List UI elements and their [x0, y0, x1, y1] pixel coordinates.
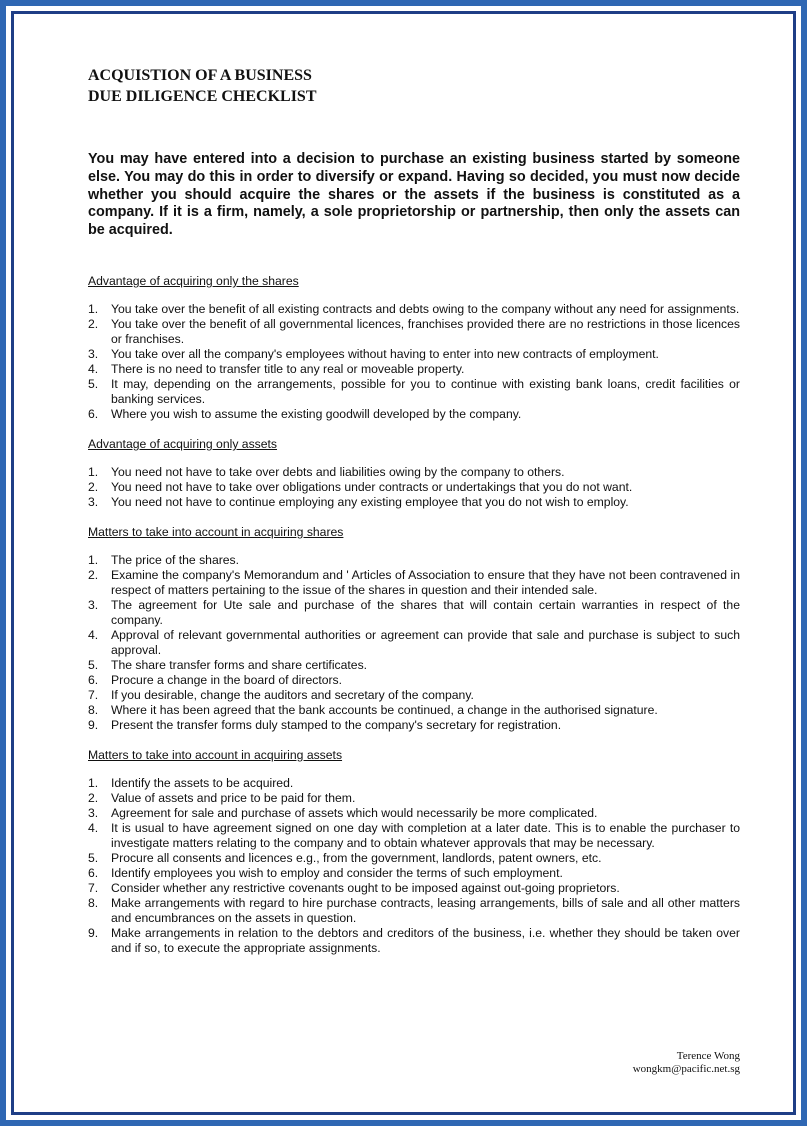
- list-item-number: 2.: [88, 567, 99, 582]
- list-item: [88, 465, 740, 480]
- list-item-number: 4.: [88, 820, 99, 835]
- list-item: [88, 658, 740, 673]
- list-item-text: Identify the assets to be acquired.: [111, 775, 294, 790]
- frame-gap: [6, 6, 801, 1120]
- list-item: [88, 703, 740, 718]
- list-item: [88, 568, 740, 598]
- list-item-text: Approval of relevant governmental authorities or agreement can provide that sale and purchase is subject to such approval.: [111, 627, 740, 657]
- document-title: [88, 65, 740, 107]
- list-item: [88, 407, 740, 422]
- list-item-number: 6.: [88, 672, 99, 687]
- list-item-number: 1.: [88, 552, 99, 567]
- list-item: [88, 926, 740, 956]
- list-item-number: 4.: [88, 627, 99, 642]
- page-content: [88, 65, 740, 1075]
- section-heading-shares-matters: Matters to take into account in acquiring shares: [88, 524, 344, 539]
- list-item-number: 9.: [88, 925, 99, 940]
- list-item-text: If you desirable, change the auditors and secretary of the company.: [111, 687, 474, 702]
- list-item: [88, 718, 740, 733]
- list-item-number: 8.: [88, 702, 99, 717]
- list-item-number: 5.: [88, 657, 99, 672]
- list-item-text: The price of the shares.: [111, 552, 240, 567]
- list-item-text: Procure a change in the board of directors.: [111, 672, 343, 687]
- list-item-number: 2.: [88, 316, 99, 331]
- list-assets-matters: [88, 776, 740, 956]
- list-item-text: You need not have to take over obligations under contracts or undertakings that you do not want.: [111, 479, 633, 494]
- list-item-number: 5.: [88, 850, 99, 865]
- list-item-text: You take over the benefit of all governmental licences, franchises provided there are no restrictions in those licences or franchises.: [111, 316, 740, 346]
- list-item: [88, 791, 740, 806]
- list-item-number: 3.: [88, 805, 99, 820]
- list-item-number: 1.: [88, 464, 99, 479]
- list-item: [88, 688, 740, 703]
- list-shares-matters: [88, 553, 740, 733]
- list-item: [88, 495, 740, 510]
- list-shares-advantage: [88, 302, 740, 422]
- list-item-number: 9.: [88, 717, 99, 732]
- list-item-number: 3.: [88, 597, 99, 612]
- list-item-number: 1.: [88, 301, 99, 316]
- list-item: [88, 806, 740, 821]
- list-item: [88, 302, 740, 317]
- list-assets-advantage: [88, 465, 740, 510]
- section-heading-assets-matters: Matters to take into account in acquiring assets: [88, 747, 343, 762]
- list-item-number: 6.: [88, 865, 99, 880]
- list-item: [88, 628, 740, 658]
- list-item-text: Examine the company's Memorandum and ' Articles of Association to ensure that they have not been contravened in respect of matters pertaining to the issue of the shares in question and their intended sale.: [111, 567, 740, 597]
- list-item: [88, 553, 740, 568]
- section-heading-shares-advantage: Advantage of acquiring only the shares: [88, 273, 299, 288]
- list-item-text: Make arrangements in relation to the debtors and creditors of the business, i.e. whether they should be taken over and if so, to execute the appropriate assignments.: [111, 925, 740, 955]
- list-item-text: You take over all the company's employees without having to enter into new contracts of employment.: [111, 346, 659, 361]
- list-item-text: Where you wish to assume the existing goodwill developed by the company.: [111, 406, 522, 421]
- list-item-number: 3.: [88, 346, 99, 361]
- list-item: [88, 821, 740, 851]
- list-item-text: Make arrangements with regard to hire purchase contracts, leasing arrangements, bills of sale and all other matters and encumbrances on the assets in question.: [111, 895, 740, 925]
- list-item-number: 2.: [88, 479, 99, 494]
- list-item-number: 8.: [88, 895, 99, 910]
- list-item-number: 5.: [88, 376, 99, 391]
- list-item-text: Value of assets and price to be paid for them.: [111, 790, 356, 805]
- list-item: [88, 673, 740, 688]
- list-item: [88, 851, 740, 866]
- author-email: wongkm@pacific.net.sg: [632, 1063, 740, 1075]
- list-item-text: Consider whether any restrictive covenants ought to be imposed against out-going proprietors.: [111, 880, 620, 895]
- signature-block: [633, 1050, 740, 1076]
- list-item-number: 2.: [88, 790, 99, 805]
- list-item-text: The agreement for Ute sale and purchase of the shares that will contain certain warranties in respect of the company.: [111, 597, 740, 627]
- list-item-number: 1.: [88, 775, 99, 790]
- list-item-text: Procure all consents and licences e.g., from the government, landlords, patent owners, etc.: [111, 850, 602, 865]
- list-item-text: Identify employees you wish to employ and consider the terms of such employment.: [111, 865, 563, 880]
- list-item-text: Where it has been agreed that the bank accounts be continued, a change in the authorised signature.: [111, 702, 658, 717]
- list-item: [88, 362, 740, 377]
- list-item-number: 4.: [88, 361, 99, 376]
- intro-paragraph: You may have entered into a decision to purchase an existing business started by someone else. You may do this in order to diversify or expand. Having so decided, you must now decide whether you should acquire the shares or the assets if the business is constituted as a company. If it is a firm, namely, a sole proprietorship or partnership, then only the assets can be acquired.: [88, 151, 740, 239]
- list-item-text: It may, depending on the arrangements, possible for you to continue with existing bank loans, credit facilities or banking services.: [111, 376, 740, 406]
- list-item-number: 6.: [88, 406, 99, 421]
- list-item: [88, 377, 740, 407]
- list-item-text: It is usual to have agreement signed on one day with completion at a later date. This is to enable the purchaser to investigate matters relating to the company and to obtain whatever approvals that may be necessary.: [111, 820, 740, 850]
- list-item: [88, 598, 740, 628]
- document-page: [11, 11, 796, 1115]
- list-item-text: You need not have to take over debts and liabilities owing by the company to others.: [111, 464, 565, 479]
- list-item: [88, 881, 740, 896]
- list-item-text: The share transfer forms and share certificates.: [111, 657, 368, 672]
- list-item-number: 3.: [88, 494, 99, 509]
- list-item-text: You need not have to continue employing any existing employee that you do not wish to employ.: [111, 494, 629, 509]
- list-item-text: Present the transfer forms duly stamped to the company's secretary for registration.: [111, 717, 562, 732]
- list-item: [88, 347, 740, 362]
- list-item: [88, 866, 740, 881]
- list-item: [88, 317, 740, 347]
- author-name: Terence Wong: [676, 1050, 740, 1062]
- list-item-text: Agreement for sale and purchase of assets which would necessarily be more complicated.: [111, 805, 598, 820]
- list-item-text: You take over the benefit of all existing contracts and debts owing to the company without any need for assignments.: [111, 301, 740, 316]
- list-item-number: 7.: [88, 880, 99, 895]
- list-item: [88, 480, 740, 495]
- list-item-text: There is no need to transfer title to any real or moveable property.: [111, 361, 465, 376]
- list-item: [88, 896, 740, 926]
- list-item-number: 7.: [88, 687, 99, 702]
- section-heading-assets-advantage: Advantage of acquiring only assets: [88, 436, 278, 451]
- title-line-2: DUE DILIGENCE CHECKLIST: [88, 88, 317, 105]
- title-line-1: ACQUISTION OF A BUSINESS: [88, 67, 312, 84]
- list-item: [88, 776, 740, 791]
